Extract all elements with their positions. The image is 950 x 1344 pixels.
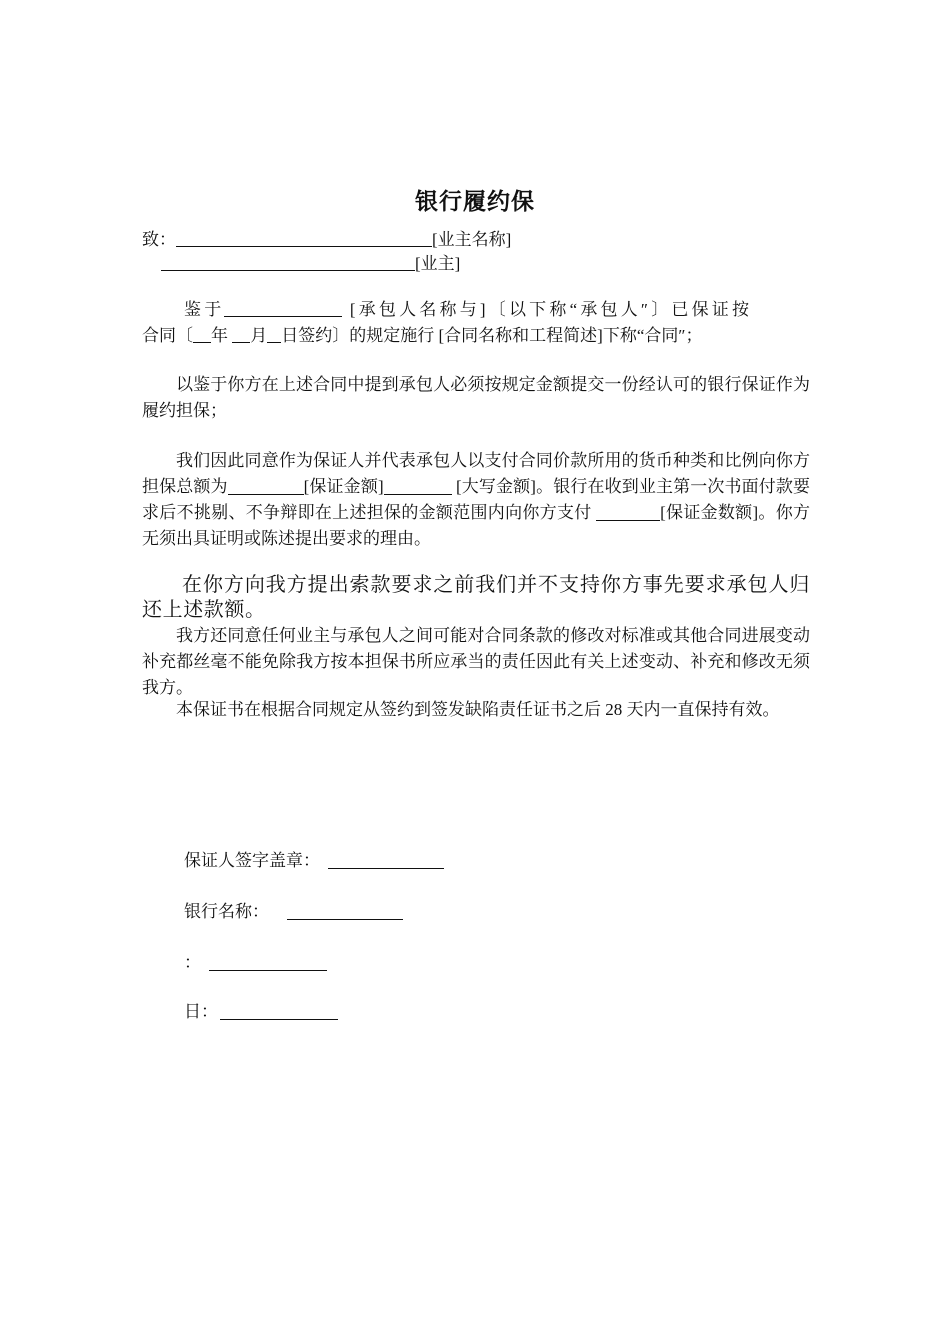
paragraph-4: 在你方向我方提出索款要求之前我们并不支持你方事先要求承包人归还上述款额。 <box>142 574 810 621</box>
paragraph-1-line-1 <box>184 297 752 323</box>
owner-tag: [业主] <box>415 254 461 273</box>
p1-line2-c: 月 <box>250 326 268 345</box>
p3-c: [大写金额]。银行在收到业主第一次书面付款要求后不挑剔、不争辩即在上述担保的金额范围内向你方支付 <box>142 477 810 522</box>
unlabeled-line <box>184 950 327 976</box>
owner-line <box>161 251 460 277</box>
p1-line2-d: 日签约〕的规定施行 [合同名称和工程简述]下称“合同″； <box>281 326 703 345</box>
day-blank <box>267 324 281 343</box>
paragraph-2: 以鉴于你方在上述合同中提到承包人必须按规定金额提交一份经认可的银行保证作为履约担保； <box>142 375 810 420</box>
date-blank <box>220 1001 338 1020</box>
bank-name-label: 银行名称： <box>184 902 269 921</box>
owner-name-blank <box>176 228 432 247</box>
p3-a: 我们因此同意作为保证人并代表承包人以支付合同价款所用的货币种类和比例向你方担保总额为 <box>142 451 810 496</box>
p1-line2-a: 合同〔 <box>142 326 193 345</box>
guarantee-sum-blank <box>596 502 660 521</box>
unlabeled-blank <box>209 952 327 971</box>
year-blank <box>193 324 211 343</box>
p1-after-blank: [承包人名称与]〔以下称“承包人″〕已保证按 <box>342 300 753 319</box>
to-label: 致： <box>142 230 176 249</box>
contractor-blank <box>224 298 342 317</box>
paragraph-1-line-2 <box>142 323 702 349</box>
paragraph-6: 本保证书在根据合同规定从签约到签发缺陷责任证书之后 28 天内一直保持有效。 <box>176 700 780 719</box>
date-line <box>184 999 338 1025</box>
addressee-line <box>142 227 511 253</box>
paragraph-3 <box>142 448 810 552</box>
amount-in-words-blank <box>384 476 452 495</box>
owner-blank <box>161 252 415 271</box>
p1-prefix: 鉴于 <box>184 300 225 319</box>
p3-b: [保证金额] <box>303 477 384 496</box>
bank-name-line <box>184 899 403 925</box>
owner-name-tag: [业主名称] <box>432 230 512 249</box>
p3-d: [保证金数额]。你方无须出具证明或陈述提出要求的理由。 <box>142 503 811 548</box>
paragraph-5: 我方还同意任何业主与承包人之间可能对合同条款的修改对标准或其他合同进展变动补充都丝毫不能免除我方按本担保书所应承当的责任因此有关上述变动、补充和修改无须我方。 <box>142 626 810 697</box>
guarantor-signature-line <box>184 848 444 874</box>
bank-name-blank <box>287 901 403 920</box>
unlabeled-label: ： <box>184 953 201 972</box>
guarantee-amount-blank <box>228 476 304 495</box>
p1-line2-b: 年 <box>211 326 233 345</box>
date-label: 日： <box>184 1002 218 1021</box>
guarantor-label: 保证人签字盖章： <box>184 851 320 870</box>
month-blank <box>232 324 250 343</box>
document-title: 银行履约保 <box>415 189 535 215</box>
guarantor-blank <box>328 850 444 869</box>
